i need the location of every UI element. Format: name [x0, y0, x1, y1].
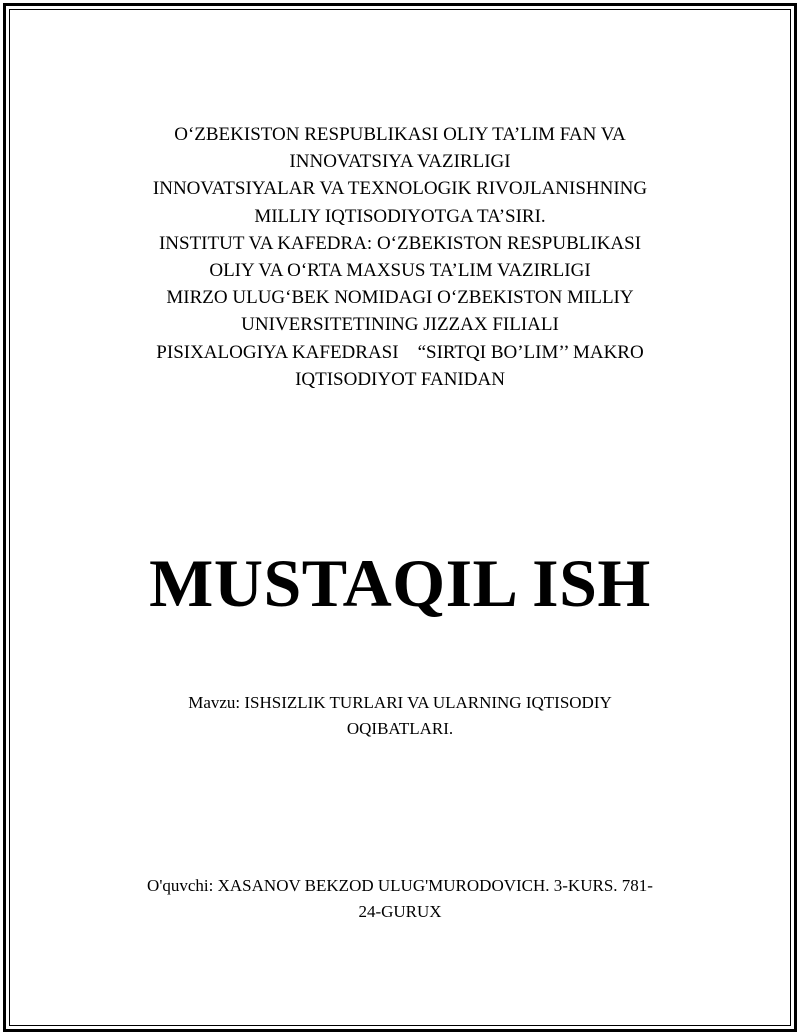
header-line: MILLIY IQTISODIYOTGA TA’SIRI. [254, 205, 546, 227]
header-line: UNIVERSITETINING JIZZAX FILIALI [241, 314, 559, 336]
topic-line: Mavzu: ISHSIZLIK TURLARI VA ULARNING IQTISODIY [188, 693, 612, 712]
document-title: MUSTAQIL ISH [149, 545, 651, 621]
topic-line: OQIBATLARI. [346, 719, 454, 738]
header-line: INNOVATSIYALAR VA TEXNOLOGIK RIVOJLANISHNING [152, 178, 648, 200]
header-line: IQTISODIYOT FANIDAN [295, 368, 505, 390]
header-line: INNOVATSIYA VAZIRLIGI [289, 151, 511, 173]
header-line: PISIXALOGIYA KAFEDRASI “SIRTQI BO’LIM’’ MAKRO [156, 341, 644, 363]
header-line: O‘ZBEKISTON RESPUBLIKASI OLIY TA’LIM FAN VA [174, 124, 626, 145]
header-line: INSTITUT VA KAFEDRA: O‘ZBEKISTON RESPUBLIKASI [158, 232, 642, 254]
institution-header [100, 121, 700, 393]
student-line: O'quvchi: XASANOV BEKZOD ULUG'MURODOVICH. 3-KURS. 781- [147, 876, 653, 895]
topic-block [140, 690, 660, 742]
header-line: MIRZO ULUG‘BEK NOMIDAGI O‘ZBEKISTON MILLIY [166, 287, 634, 309]
student-block [100, 873, 700, 925]
student-line: 24-GURUX [358, 902, 442, 921]
header-line: OLIY VA O‘RTA MAXSUS TA’LIM VAZIRLIGI [209, 260, 591, 282]
